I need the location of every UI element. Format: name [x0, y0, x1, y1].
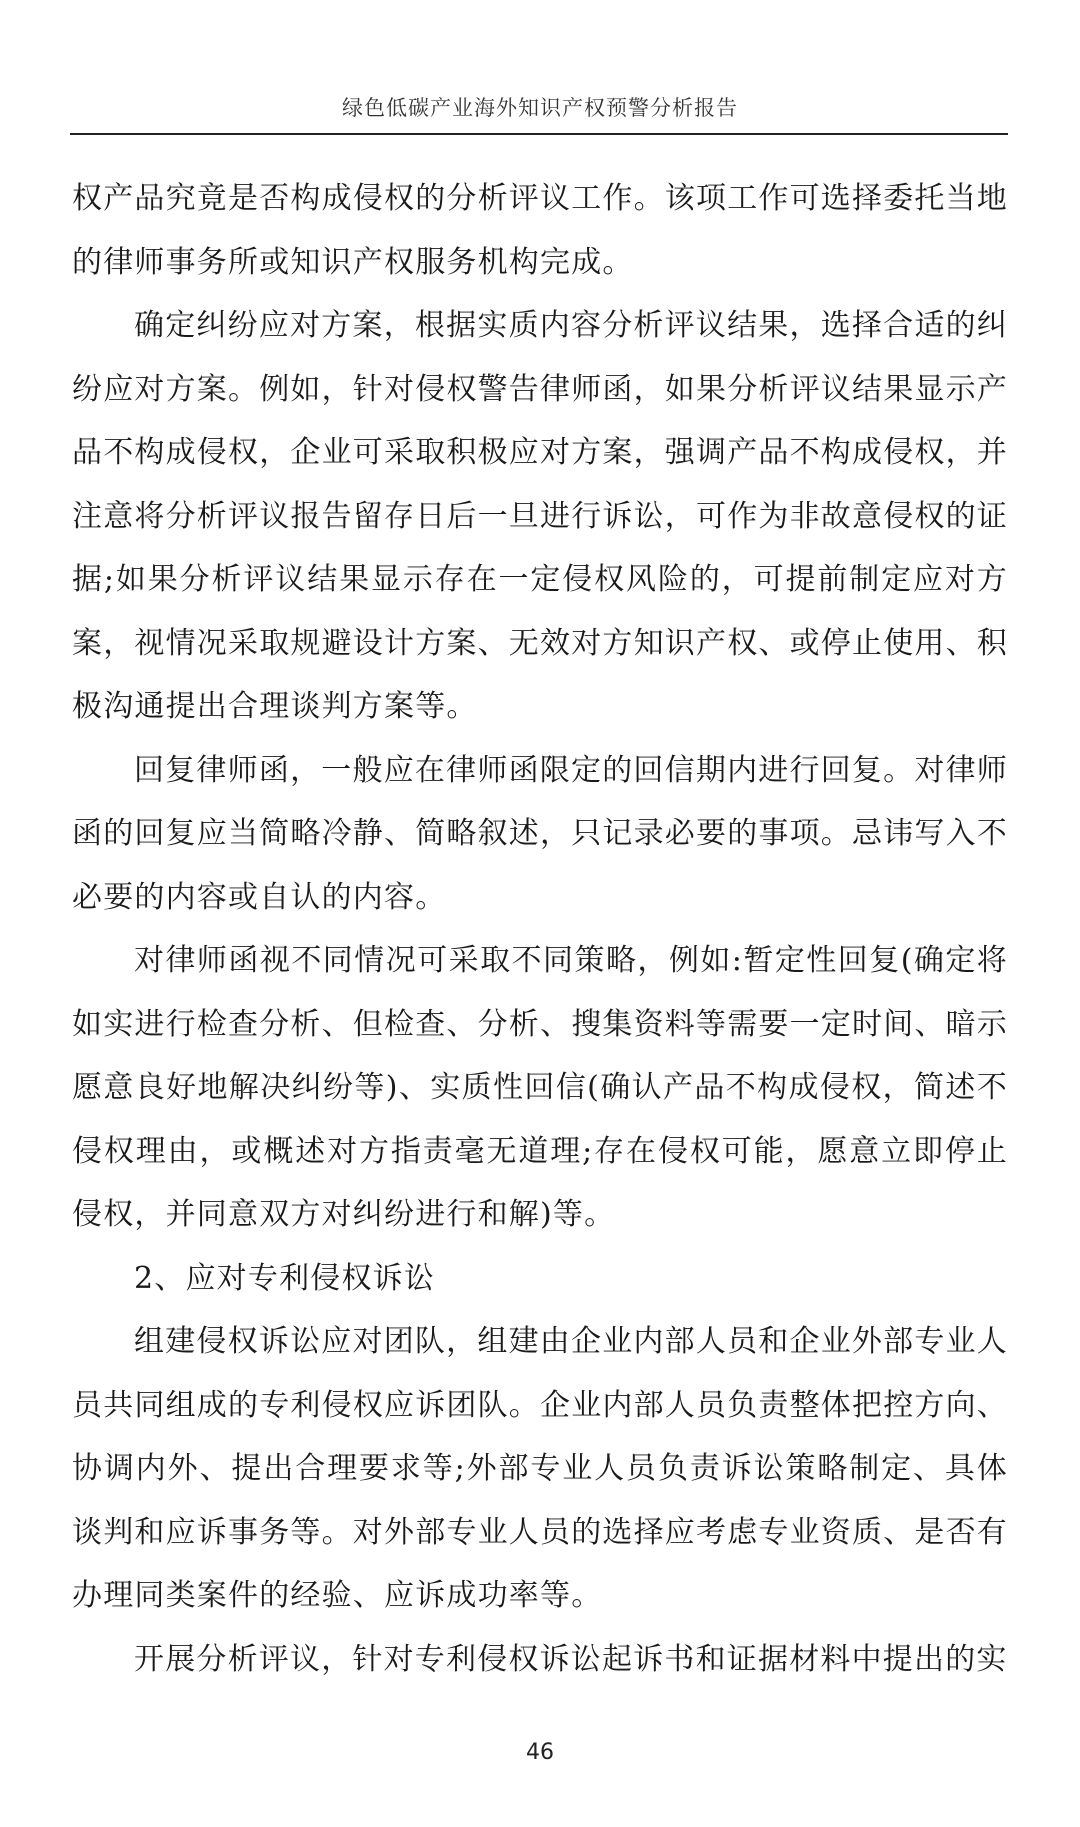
page-number: 46 [526, 1740, 554, 1765]
paragraph-litigation-team: 组建侵权诉讼应对团队，组建由企业内部人员和企业外部专业人员共同组成的专利侵权应诉团队。企业内部人员负责整体把控方向、协调内外、提出合理要求等;外部专业人员负责诉讼策略制定、具体谈判和应诉事务等。对外部专业人员的选择应考虑专业资质、是否有办理同类案件的经验、应诉成功率等。 [72, 1324, 1008, 1613]
section-heading: 2、应对专利侵权诉讼 [134, 1260, 436, 1296]
running-header: 绿色低碳产业海外知识产权预警分析报告 [342, 96, 738, 120]
paragraph-reply-strategies: 对律师函视不同情况可采取不同策略，例如:暂定性回复(确定将如实进行检查分析、但检查、分析、搜集资料等需要一定时间、暗示愿意良好地解决纠纷等)、实质性回信(确认产品不构成侵权，简述不侵权理由，或概述对方指责毫无道理;存在侵权可能，愿意立即停止侵权，并同意双方对纠纷进行和解)等。 [72, 943, 1008, 1232]
header-divider [70, 133, 1008, 135]
paragraph-reply-letter: 回复律师函，一般应在律师函限定的回信期内进行回复。对律师函的回复应当简略冷静、简略叙述，只记录必要的事项。忌讳写入不必要的内容或自认的内容。 [72, 752, 1008, 915]
paragraph-dispute-plan: 确定纠纷应对方案，根据实质内容分析评议结果，选择合适的纠纷应对方案。例如，针对侵权警告律师函，如果分析评议结果显示产品不构成侵权，企业可采取积极应对方案，强调产品不构成侵权，并注意将分析评议报告留存日后一旦进行诉讼，可作为非故意侵权的证据;如果分析评议结果显示存在一定侵权风险的，可提前制定应对方案，视情况采取规避设计方案、无效对方知识产权、或停止使用、积极沟通提出合理谈判方案等。 [72, 308, 1008, 724]
paragraph-continuation: 权产品究竟是否构成侵权的分析评议工作。该项工作可选择委托当地的律师事务所或知识产权服务机构完成。 [72, 181, 1008, 280]
body-text [72, 167, 1008, 1691]
paragraph-analysis: 开展分析评议，针对专利侵权诉讼起诉书和证据材料中提出的实 [134, 1641, 1008, 1677]
